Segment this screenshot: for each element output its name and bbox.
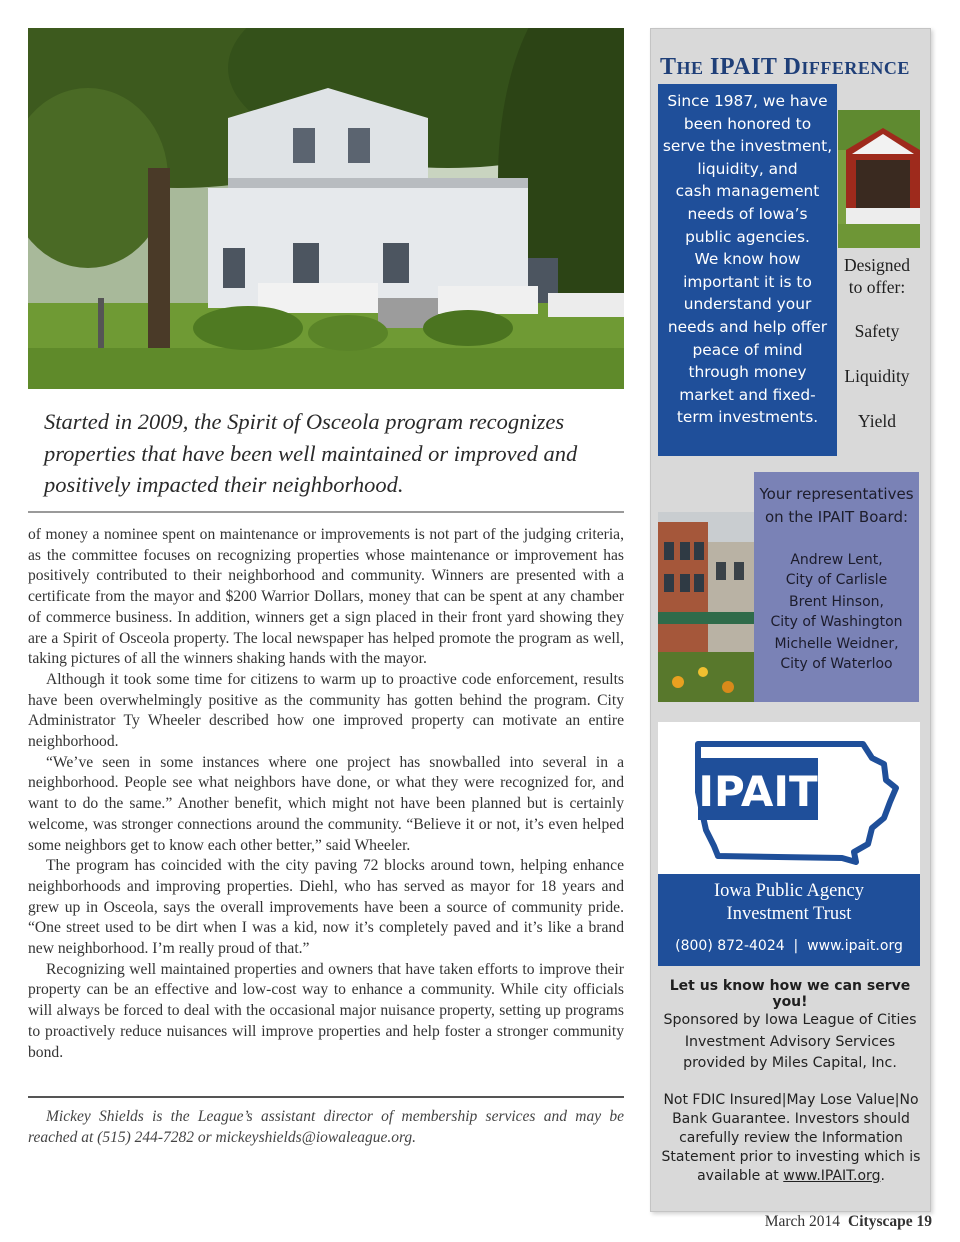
covered-bridge-photo (838, 110, 920, 248)
ipait-advertisement (650, 28, 931, 1212)
intro-line: public agencies. (685, 227, 810, 246)
article-paragraph: Recognizing well maintained properties and owners that have taken efforts to improve their property can be an effective and low-cost way to enhance a community. While city officials will always be forced to deal with the occasional major nuisance property, setting up programs to proactively reduce nuisances will improve properties and help foster a stronger community bond. (28, 960, 624, 1061)
offer-item: Yield (858, 411, 896, 431)
article-paragraph: The program has coincided with the city paving 72 blocks around town, helping enhance neighborhoods and improving properties. Diehl, who has served as mayor for 18 years and grew up in Osceola, says the overall improvements have been a source of community pride. “One street used to be dirt when I was a kid, now it’s completely paved and it’s like a brand new neighborhood. I’m really proud of that.” (28, 857, 624, 958)
sponsor-line: Sponsored by Iowa League of Cities (663, 1012, 917, 1028)
intro-line: been honored to (683, 114, 812, 133)
sponsor-line: provided by Miles Capital, Inc. (683, 1055, 897, 1071)
intro-line: liquidity, and (697, 159, 798, 178)
title-part: IFFERENCE (801, 58, 910, 78)
iowa-state-outline-icon (658, 722, 920, 874)
disclaimer-line: Not FDIC Insured|May Lose Value|No (663, 1092, 919, 1108)
contact-separator: | (793, 938, 799, 954)
offer-item: Liquidity (844, 366, 910, 386)
title-part: IPAIT (710, 54, 777, 80)
sponsor-line: Investment Advisory Services (684, 1033, 896, 1050)
ipait-website-link[interactable]: www.IPAIT.org (783, 1168, 881, 1184)
offer-intro: to offer: (848, 277, 906, 297)
disclaimer-text (654, 1091, 928, 1186)
trust-name-line: Investment Trust (726, 904, 852, 924)
article-paragraph: “We’ve seen in some instances where one project has snowballed into several in a neighborhood. People see what neighbors have done, or what they were recognized for, and want to do the same.” Another benefit, which might not have been planned but is certainly welcome, was stronger connections around the community. “Believe it or not, it’s even helped some neighbors get to know each other better,” said Wheeler. (28, 753, 624, 854)
intro-line: Since 1987, we have (667, 92, 828, 110)
rep-city: City of Washington (770, 613, 903, 630)
title-part: HE (676, 58, 704, 78)
intro-box (658, 84, 837, 456)
trust-name-line: Iowa Public Agency (713, 881, 865, 901)
photo-caption (44, 406, 616, 501)
caption-divider (28, 511, 624, 513)
intro-line: understand your (683, 295, 812, 314)
intro-line: needs and help offer (667, 317, 828, 336)
offer-list (837, 254, 917, 455)
issue-date: March 2014 (764, 1213, 841, 1230)
disclaimer-line: carefully review the Information (679, 1130, 903, 1146)
representative-item (754, 551, 919, 590)
rep-name: Michelle Weidner, (774, 636, 899, 652)
title-part: D (783, 54, 802, 80)
intro-line: peace of mind (692, 340, 803, 359)
byline-divider (28, 1096, 624, 1098)
intro-line: market and fixed- (679, 385, 816, 404)
publication-page: Cityscape 19 (848, 1213, 932, 1230)
byline-text: Mickey Shields is the League’s assistant director of membership services and may be reached at (515) 244-7282 or mickeyshields@iowaleague.org. (28, 1108, 624, 1146)
disclaimer-prefix: available at (697, 1168, 784, 1184)
logo-wordmark: IPAIT (698, 767, 818, 816)
rep-name: Andrew Lent, (790, 552, 883, 568)
intro-line: cash management (675, 182, 820, 201)
article-body (28, 525, 624, 1063)
article-paragraph: Although it took some time for citizens to warm up to proactive code enforcement, results have been overwhelmingly positive as the community has gotten behind the program. City Administrator Ty Wheeler described how one improved property can motivate an entire neighborhood. (28, 670, 624, 751)
rep-name: Brent Hinson, (789, 594, 884, 610)
disclaimer-line: Bank Guarantee. Investors should (672, 1111, 910, 1127)
caption-line: positively impacted their neighborhood. (44, 472, 404, 497)
sidebar-title (660, 54, 928, 81)
trust-info (658, 874, 920, 966)
sponsor-text (654, 1010, 926, 1075)
intro-line: term investments. (676, 408, 819, 427)
caption-line: Started in 2009, the Spirit of Osceola program recognizes (44, 409, 565, 434)
board-representatives (754, 472, 919, 702)
downtown-street-photo (658, 512, 754, 702)
intro-line: important it is to (683, 272, 812, 291)
ipait-logo (658, 722, 920, 874)
intro-line: We know how (694, 250, 801, 269)
disclaimer-line (654, 1167, 928, 1186)
offer-item: Safety (854, 321, 900, 341)
author-byline (28, 1106, 624, 1148)
rep-city: City of Waterloo (780, 655, 893, 672)
representative-item (754, 635, 919, 674)
representative-item (754, 593, 919, 632)
phone-number[interactable]: (800) 872-4024 (675, 938, 785, 954)
rep-heading: on the IPAIT Board: (764, 507, 909, 526)
call-to-action: Let us know how we can serve you! (669, 978, 911, 1010)
disclaimer-line: Statement prior to investing which is (661, 1149, 921, 1165)
intro-line: through money (688, 363, 807, 382)
rep-city: City of Carlisle (785, 571, 888, 588)
disclaimer-suffix: . (880, 1168, 885, 1184)
rep-heading: Your representatives (759, 485, 914, 503)
title-part: T (660, 54, 677, 80)
page-folio (765, 1213, 932, 1231)
caption-line: properties that have been well maintained or improved and (44, 440, 578, 466)
house-photo (28, 28, 624, 389)
intro-line: needs of Iowa’s (687, 204, 808, 223)
website-link[interactable]: www.ipait.org (807, 938, 903, 954)
offer-intro: Designed (843, 255, 911, 275)
contact-line (658, 938, 920, 954)
intro-line: serve the investment, (662, 137, 833, 156)
article-paragraph: of money a nominee spent on maintenance or improvements is not part of the judging criteria, as the committee focuses on recognizing properties whose maintenance or improvement has positively contributed to their neighborhood and community. Winners are presented with a certificate from the mayor and $200 Warrior Dollars, money that can be spent at any chamber of commerce business. In addition, winners get a sign placed in their front yard showing they are a Spirit of Osceola property. The local newspaper has helped promote the program as well, taking pictures of all the winners shaking hands with the mayor. (28, 526, 624, 668)
